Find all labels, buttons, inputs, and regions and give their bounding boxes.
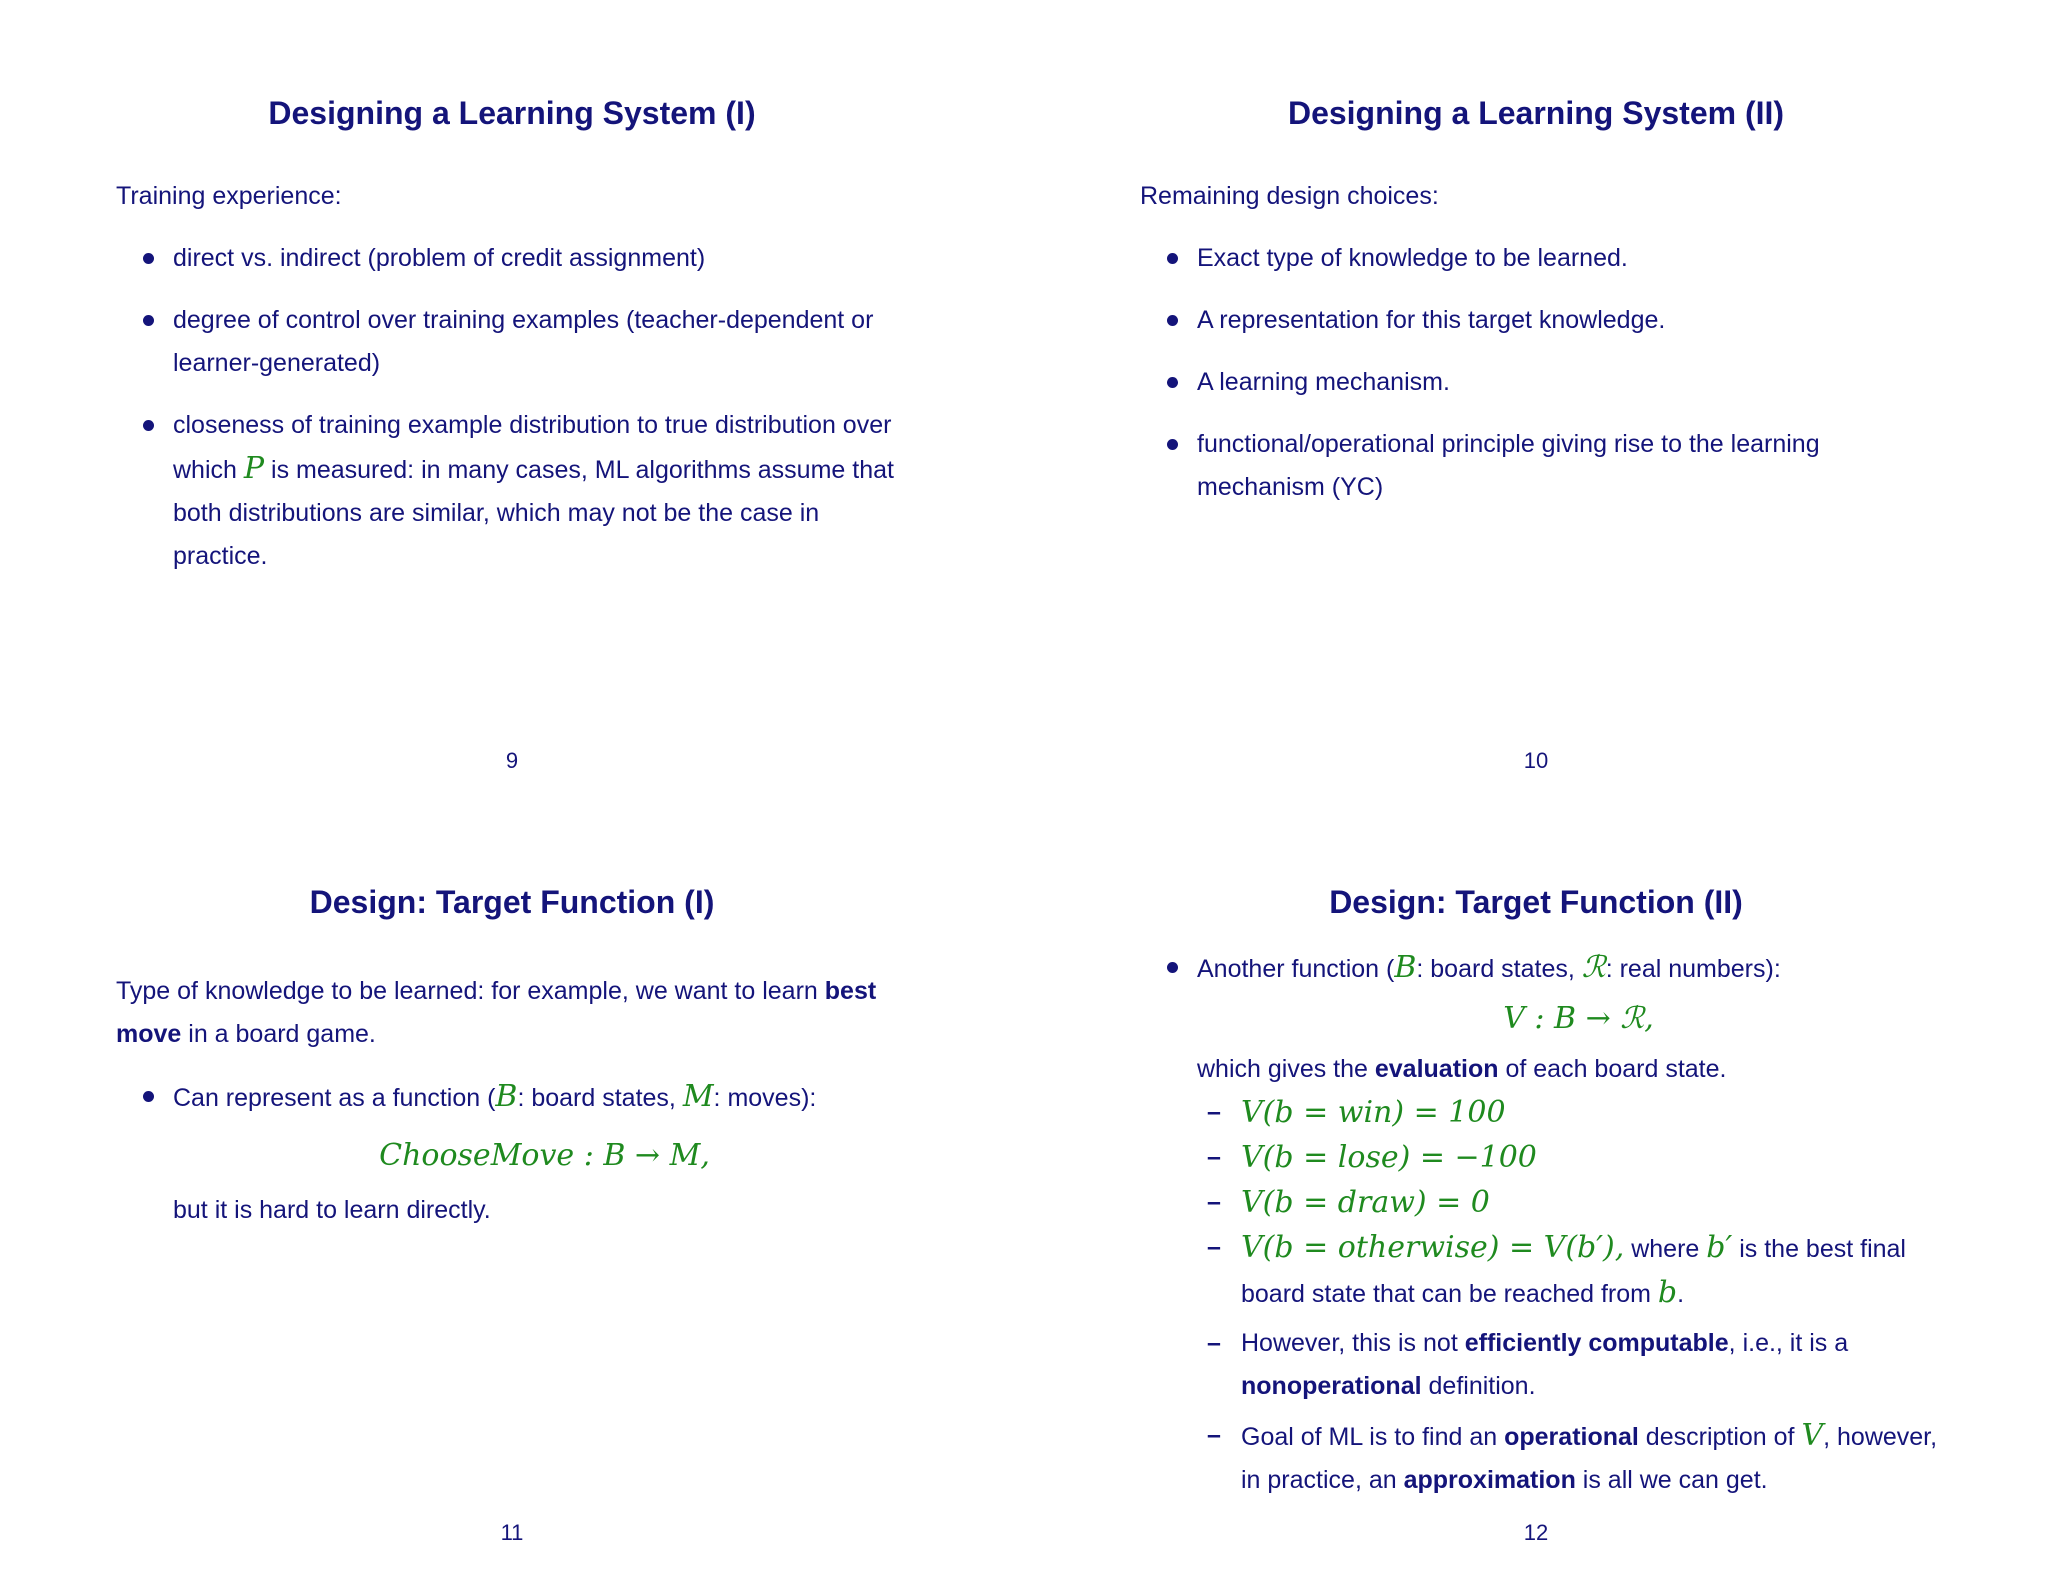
math-expression: V(b = otherwise) = V(b′), [1241,1230,1625,1265]
bullet-text: : real numbers): [1605,955,1781,983]
text-part: Goal of ML is to find an [1241,1423,1505,1451]
text-part: description of [1638,1423,1802,1451]
intro-part: in a board game. [181,1020,376,1048]
intro-text: Remaining design choices: [1140,182,1439,210]
formula: V : B → ℛ, [1503,1001,1654,1036]
dash-icon: – [1207,1329,1221,1357]
dash-list [1140,1091,1960,1502]
text-part: . [1677,1280,1685,1308]
slide-11 [0,791,1024,1582]
math-symbol: M [682,1079,714,1114]
bullet-icon [143,420,154,431]
math-symbol: B [495,1079,518,1114]
dash-icon: – [1207,1143,1221,1171]
bullet-icon [1167,253,1178,264]
list-item [1197,1322,1960,1408]
bullet-text: Can represent as a function ( [173,1084,496,1112]
list-item [1140,946,1960,1502]
after-formula-text [1197,1048,1960,1091]
list-item [1140,423,1940,509]
text-part: where [1624,1235,1707,1263]
text-part: is all we can get. [1575,1466,1768,1494]
bullet-list [1140,946,1960,1502]
slide-body [116,175,916,597]
list-item [1197,1181,1960,1226]
intro-text [116,970,916,1056]
intro-part: Type of knowledge to be learned: for example, we want to learn [116,977,825,1005]
bullet-text: is measured: in many cases, ML algorithms assume that both distributions are similar, which may not be the case in practice. [173,456,894,570]
bullet-text: direct vs. indirect (problem of credit assignment) [173,244,706,272]
math-symbol: V [1801,1418,1824,1453]
list-item [1197,1226,1960,1316]
math-symbol: b [1657,1275,1678,1310]
bullet-text: functional/operational principle giving rise to the learning mechanism (YC) [1197,430,1820,501]
bullet-icon [1167,439,1178,450]
bullet-icon [143,253,154,264]
list-item [1197,1414,1960,1502]
bullet-icon [1167,377,1178,388]
list-item [1140,237,1940,280]
text-part: , i.e., it is a [1728,1329,1849,1357]
text-part: is the best final board state that can be reached from [1241,1235,1906,1308]
list-item [116,237,916,280]
math-symbol: B [1394,950,1417,985]
dash-icon: – [1207,1421,1221,1449]
dash-icon: – [1207,1188,1221,1216]
list-item [1197,1136,1960,1181]
bold-part: efficiently computable [1464,1329,1729,1357]
math-symbol: b′ [1706,1230,1733,1265]
math-symbol: P [243,451,265,486]
after-formula-text: but it is hard to learn directly. [173,1196,491,1224]
bullet-text: Another function ( [1197,955,1395,983]
bold-part: operational [1504,1423,1639,1451]
bullet-text: : board states, [1416,955,1582,983]
bullet-list [116,237,916,578]
bold-part: nonoperational [1241,1372,1422,1400]
slide-12 [1024,791,2048,1582]
bullet-icon [1167,315,1178,326]
bullet-text: A learning mechanism. [1197,368,1450,396]
dash-icon: – [1207,1098,1221,1126]
formula: ChooseMove : B → M, [379,1138,710,1173]
bold-part: approximation [1403,1466,1576,1494]
slide-body [1140,175,1940,528]
bullet-list [116,1075,916,1232]
slide-title: Designing a Learning System (II) [1287,95,1785,131]
list-item [1140,299,1940,342]
bullet-list [1140,237,1940,509]
bold-part: evaluation [1374,1055,1499,1083]
text-part: of each board state. [1498,1055,1727,1083]
text-part: definition. [1421,1372,1536,1400]
slide-title: Design: Target Function (II) [1329,884,1743,920]
page-number: 11 [500,1520,524,1545]
list-item [116,404,916,578]
bullet-icon [1167,962,1178,973]
bullet-text: degree of control over training examples (teacher-dependent or learner-generated) [173,306,874,377]
slide-title: Design: Target Function (I) [309,884,715,920]
bullet-icon [143,1091,154,1102]
bullet-text: closeness of training example distribution to true distribution over which [173,411,892,484]
text-part: , however, in practice, an [1241,1423,1938,1494]
list-item [116,1075,916,1232]
bullet-text: : board states, [517,1084,683,1112]
slide-9 [0,0,1024,791]
math-expression: V(b = win) = 100 [1241,1095,1506,1130]
list-item [1140,361,1940,404]
text-part: However, this is not [1241,1329,1465,1357]
text-part: which gives the [1197,1055,1375,1083]
slide-title: Designing a Learning System (I) [268,95,756,131]
math-expression: V(b = draw) = 0 [1241,1185,1490,1220]
slide-body [1140,946,1960,1508]
page-number: 12 [1523,1520,1549,1545]
math-symbol: ℛ [1581,950,1606,985]
list-item [1197,1091,1960,1136]
list-item [116,299,916,385]
intro-text: Training experience: [116,182,342,210]
slide-body [116,970,916,1232]
bullet-text: Exact type of knowledge to be learned. [1197,244,1628,272]
slide-10 [1024,0,2048,791]
dash-icon: – [1207,1233,1221,1261]
page-number: 10 [1523,748,1549,773]
math-expression: V(b = lose) = −100 [1241,1140,1537,1175]
bullet-icon [143,315,154,326]
page-number: 9 [505,748,519,773]
bullet-text: : moves): [713,1084,817,1112]
bullet-text: A representation for this target knowledge. [1197,306,1666,334]
intro-bold: best move [116,977,877,1048]
